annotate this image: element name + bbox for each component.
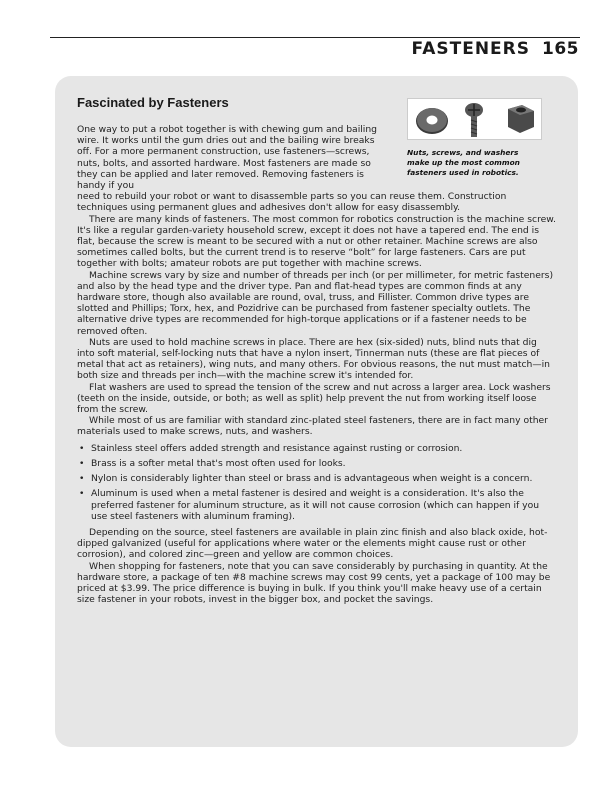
list-item: • Brass is a softer metal that's most often used for looks.	[91, 458, 556, 469]
sidebar-title: Fascinated by Fasteners	[77, 95, 229, 110]
fastener-photo	[407, 98, 542, 140]
list-item: • Stainless steel offers added strength and resistance against rusting or corrosion.	[91, 443, 556, 454]
paragraph-6: While most of us are familiar with standard zinc-plated steel fasteners, there are in fact many other materials used to make screws, nuts, and washers.	[77, 415, 548, 438]
paragraph-1a: One way to put a robot together is with chewing gum and bailing wire. It works until the gum dries out and the bailing wire breaks off. For a more permanent construction, use fasteners—screws, nuts, bolts, and assorted hardware. Most fasteners are made so they can be applied and later removed. Removing fasteners is handy if you	[77, 124, 378, 192]
sidebar-body	[77, 124, 556, 605]
list-item: • Nylon is considerably lighter than steel or brass and is advantageous when weight is a concern.	[91, 473, 556, 484]
paragraph-5: Flat washers are used to spread the tension of the screw and nut across a larger area. Lock washers (teeth on the inside, outside, or both; as well as split) help prevent the nut from working itself loose from the screw.	[77, 381, 551, 416]
paragraph-8: When shopping for fasteners, note that you can save considerably by purchasing in quantity. At the hardware store, a package of ten #8 machine screws may cost 99 cents, yet a package of 100 may be priced at $3.99. The price difference is buying in bulk. If you think you'll make heavy use of a certain size fastener in your robots, invest in the bigger box, and pocket the savings.	[77, 560, 551, 606]
page-number: 165	[542, 39, 579, 59]
hex-nut-icon	[508, 105, 534, 133]
paragraph-1b: need to rebuild your robot or want to disassemble parts so you can reuse them. Construction techniques using permanent glues and adhesives don't allow for easy disassembly.	[77, 191, 507, 214]
washer-icon	[416, 108, 448, 134]
paragraph-3: Machine screws vary by size and number of threads per inch (or per millimeter, for metric fasteners) and also by the head type and the driver type. Pan and flat-head types are common finds at any hardware store, though also available are round, oval, truss, and Fillister. Common drive types are slotted and Phillips; Torx, hex, and Pozidrive can be purchased from fastener specialty outlets. The alternative drive types are recommended for high-torque applications or if a fastener needs to be removed often.	[77, 269, 554, 337]
paragraph-4: Nuts are used to hold machine screws in place. There are hex (six-sided) nuts, blind nuts that dig into soft material, self-locking nuts that have a nylon insert, Tinnerman nuts (these are flat pieces of metal that act as retainers), wing nuts, and many others. For obvious reasons, the nut must match—in both size and threads per inch—with the machine screw it's intended for.	[77, 336, 550, 382]
list-item: • Aluminum is used when a metal fastener is desired and weight is a consideration. It's also the preferred fastener for aluminum structure, as it will not cause corrosion (which can happen if you use steel fasteners with aluminum framing).	[91, 488, 556, 522]
materials-list	[77, 443, 556, 522]
figure-caption: Nuts, screws, and washers make up the most common fasteners used in robotics.	[407, 148, 520, 177]
sidebar-box	[55, 76, 578, 747]
fastener-figure	[407, 98, 542, 178]
running-header	[412, 38, 579, 60]
paragraph-7: Depending on the source, steel fasteners are available in plain zinc finish and also black oxide, hot-dipped galvanized (useful for applications where water or the elements might cause rust or other corrosion), and colored zinc—green and yellow are common choices.	[77, 526, 548, 561]
screw-icon	[465, 103, 483, 137]
paragraph-2: There are many kinds of fasteners. The most common for robotics construction is the machine screw. It's like a regular garden-variety household screw, except it does not have a tapered end. The end is flat, because the screw is meant to be secured with a nut or other retainer. Machine screws are also sometimes called bolts, but the current trend is to reserve “bolt” for large fasteners. Cars are put together with bolts; amateur robots are put together with machine screws.	[77, 213, 556, 270]
chapter-title: FASTENERS	[411, 39, 530, 59]
fastener-illustration	[408, 99, 541, 139]
